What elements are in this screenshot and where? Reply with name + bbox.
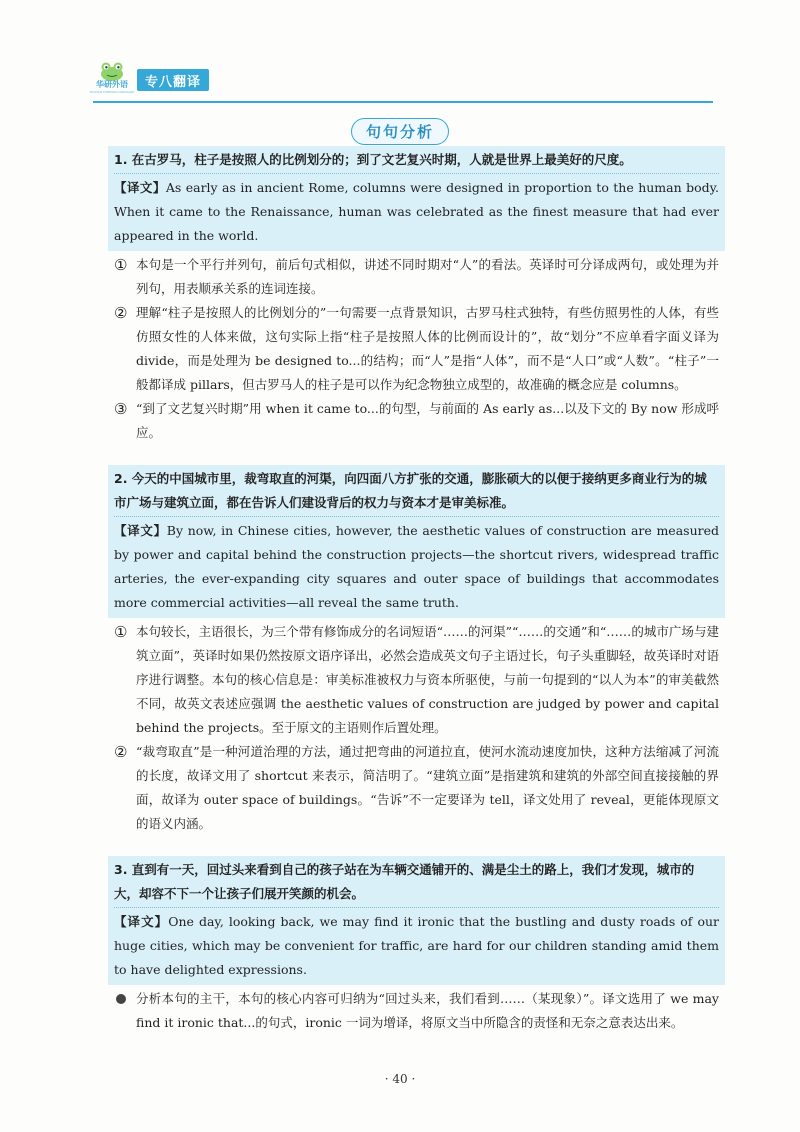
note-marker: ①: [114, 623, 128, 641]
note-text: 理解“柱子是按照人的比例划分的”一句需要一点背景知识，古罗马柱式独特，有些仿照男性的人体，有些仿照女性的人体来做，这句实际上指“柱子是按照人体的比例而设计的”，故“划分”不应单看字面义译为 divide，而是处理为 be designed to...的结构；而“人”是指“人体”，而不是“人口”或“人数”。“柱子”一般都译成 pillars，但古罗马人的柱子是可以作为纪念物独立成型的，故准确的概念应是 columns。: [136, 305, 719, 392]
translation-text: By now, in Chinese cities, however, the aesthetic values of construction are measured by power and capital behind the construction projects—the shortcut rivers, widespread traffic arteries, the ever-expanding city squares and outer space of buildings that accommodates more commercial activities—all reveal the same truth.: [114, 523, 719, 610]
page-header: [89, 60, 209, 100]
page-content: [114, 146, 719, 1035]
note-marker: ③: [114, 400, 128, 418]
note: [114, 397, 719, 445]
note: [114, 740, 719, 836]
note-marker: ②: [114, 304, 128, 322]
item-1-source: 1. 在古罗马，柱子是按照人的比例划分的；到了文艺复兴时期，人就是世界上最美好的尺度。: [114, 148, 719, 174]
translation-tag: 【译文】: [114, 180, 166, 195]
item-3-source: 3. 直到有一天，回过头来看到自己的孩子站在为车辆交通铺开的、满是尘土的路上，我们才发现，城市的大，却容不下一个让孩子们展开笑颜的机会。: [114, 858, 719, 908]
item-3-notes: [114, 987, 719, 1035]
note: [114, 987, 719, 1035]
series-label: 专八翻译: [137, 69, 209, 91]
note-marker: ②: [114, 743, 128, 761]
translation-text: As early as in ancient Rome, columns were designed in proportion to the human body. When it came to the Renaissance, human was celebrated as the finest measure that had ever appeared in the world.: [114, 180, 719, 243]
note: [114, 620, 719, 740]
item-1-translation: [114, 174, 719, 248]
note: [114, 253, 719, 301]
note-text: “裁弯取直”是一种河道治理的方法，通过把弯曲的河道拉直，使河水流动速度加快，这种方法缩减了河流的长度，故译文用了 shortcut 来表示，简洁明了。“建筑立面”是指建筑和建筑的外部空间直接接触的界面，故译为 outer space of buildings。“告诉”不一定要译为 tell，译文处用了 reveal，更能体现原文的语义内涵。: [136, 744, 719, 831]
note: [114, 301, 719, 397]
item-2-source: 2. 今天的中国城市里，裁弯取直的河渠，向四面八方扩张的交通，膨胀硕大的以便于接纳更多商业行为的城市广场与建筑立面，都在告诉人们建设背后的权力与资本才是审美标准。: [114, 467, 719, 517]
translation-text: One day, looking back, we may find it ironic that the bustling and dusty roads of our huge cities, which may be convenient for traffic, are hard for our children standing amid them to have delighted expressions.: [114, 914, 719, 977]
item-3-translation: [114, 908, 719, 982]
item-2-box: [108, 465, 725, 618]
item-2-notes: [114, 620, 719, 836]
note-text: 本句较长，主语很长，为三个带有修饰成分的名词短语“……的河渠”“……的交通”和“……的城市广场与建筑立面”，英译时如果仍然按原文语序译出，必然会造成英文句子主语过长，句子头重脚轻，故英译时对语序进行调整。本句的核心信息是：审美标准被权力与资本所驱使，与前一句提到的“以人为本”的审美截然不同，故英文表述应强调 the aesthetic values of construction are judged by power and capital behind the projects。至于原文的主语则作后置处理。: [136, 624, 719, 735]
frog-mascot-icon: [99, 61, 125, 81]
bullet-icon: [114, 987, 136, 1035]
note-marker: ①: [114, 256, 128, 274]
logo-text: 华研外语: [96, 80, 128, 89]
note-text: 本句是一个平行并列句，前后句式相似，讲述不同时期对“人”的看法。英译时可分译成两句，或处理为并列句，用表顺承关系的连词连接。: [136, 257, 719, 296]
logo-subtext: HUAYAN FOREIGN LANGUAGE: [89, 90, 135, 94]
page-number: · 40 ·: [384, 1072, 416, 1086]
translation-tag: 【译文】: [114, 914, 169, 929]
item-3-box: [108, 856, 725, 985]
section-title: 句句分析: [351, 118, 449, 145]
publisher-logo: [89, 61, 135, 99]
item-1-box: [108, 146, 725, 251]
header-divider: [93, 101, 713, 103]
item-2-translation: [114, 517, 719, 615]
item-1-notes: [114, 253, 719, 445]
translation-tag: 【译文】: [114, 523, 167, 538]
note-text: 分析本句的主干，本句的核心内容可归纳为“回过头来，我们看到……（某现象）”。译文选用了 we may find it ironic that...的句式，ironic 一词为增译，将原文当中所隐含的责怪和无奈之意表达出来。: [136, 991, 719, 1030]
note-text: “到了文艺复兴时期”用 when it came to...的句型，与前面的 As early as...以及下文的 By now 形成呼应。: [136, 401, 719, 440]
